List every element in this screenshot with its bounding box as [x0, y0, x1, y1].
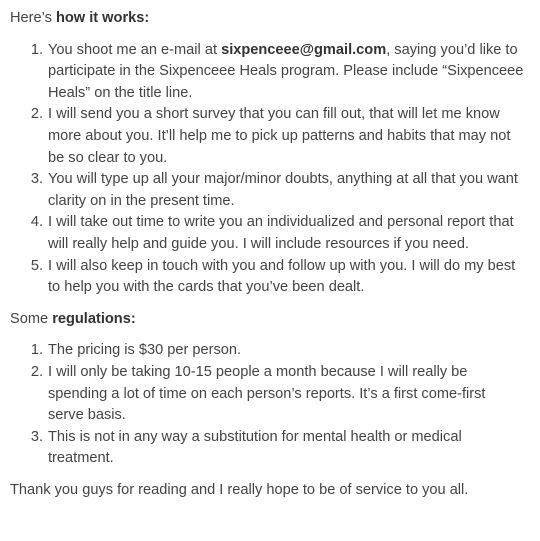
regulations-list — [10, 340, 530, 470]
intro-prefix: Here’s — [10, 10, 56, 26]
regulations-heading: regulations: — [52, 310, 136, 327]
list-item — [10, 212, 530, 255]
list-item — [10, 169, 530, 212]
list-item — [10, 256, 530, 299]
intro-heading: how it works: — [55, 10, 150, 26]
list-number: 3. — [30, 171, 43, 188]
list-number: 1. — [30, 342, 43, 359]
list-number: 2. — [30, 363, 43, 380]
list-number: 2. — [30, 106, 43, 123]
list-item — [10, 40, 530, 105]
list-number: 4. — [30, 214, 43, 231]
list-item — [10, 104, 530, 169]
list-number: 5. — [30, 257, 43, 274]
how-it-works-intro — [10, 8, 530, 30]
list-item — [10, 362, 530, 427]
list-item — [10, 427, 530, 470]
step-text-after: , saying you’d like to participate in the Sixpenceee Heals program. Please include “Sixpenceee Heals” on the title line. — [48, 41, 524, 101]
email-address: sixpenceee@gmail.com — [221, 41, 387, 58]
regulations-intro — [10, 309, 530, 331]
regulations-prefix: Some — [10, 310, 53, 327]
list-text: I will send you a short survey that you can fill out, that will let me know more about you. It’ll help me to pick up patterns and habits that may not be so clear to you. — [48, 106, 511, 166]
closing-text: Thank you guys for reading and I really hope to be of service to you all. — [10, 481, 469, 498]
list-text: I will also keep in touch with you and follow up with you. I will do my best to help you with the cards that you’ve been dealt. — [48, 257, 516, 296]
list-text: I will take out time to write you an individualized and personal report that will really help and guide you. I will include resources if you need. — [48, 214, 514, 252]
list-text: The pricing is $30 per person. — [48, 342, 242, 359]
list-number: 1. — [30, 41, 43, 58]
list-text: I will only be taking 10-15 people a month because I will really be spending a lot of time on each person’s reports. It’s a first come-first serve basis. — [48, 363, 486, 424]
list-text: This is not in any way a substitution for mental health or medical treatment. — [48, 428, 462, 467]
list-text — [48, 40, 530, 105]
step-text-before: You shoot me an e-mail at — [48, 41, 222, 58]
list-item — [10, 340, 530, 362]
steps-list — [10, 40, 530, 299]
list-text: You will type up all your major/minor doubts, anything at all that you want clarity on in the present time. — [48, 171, 518, 209]
list-number: 3. — [30, 428, 43, 445]
